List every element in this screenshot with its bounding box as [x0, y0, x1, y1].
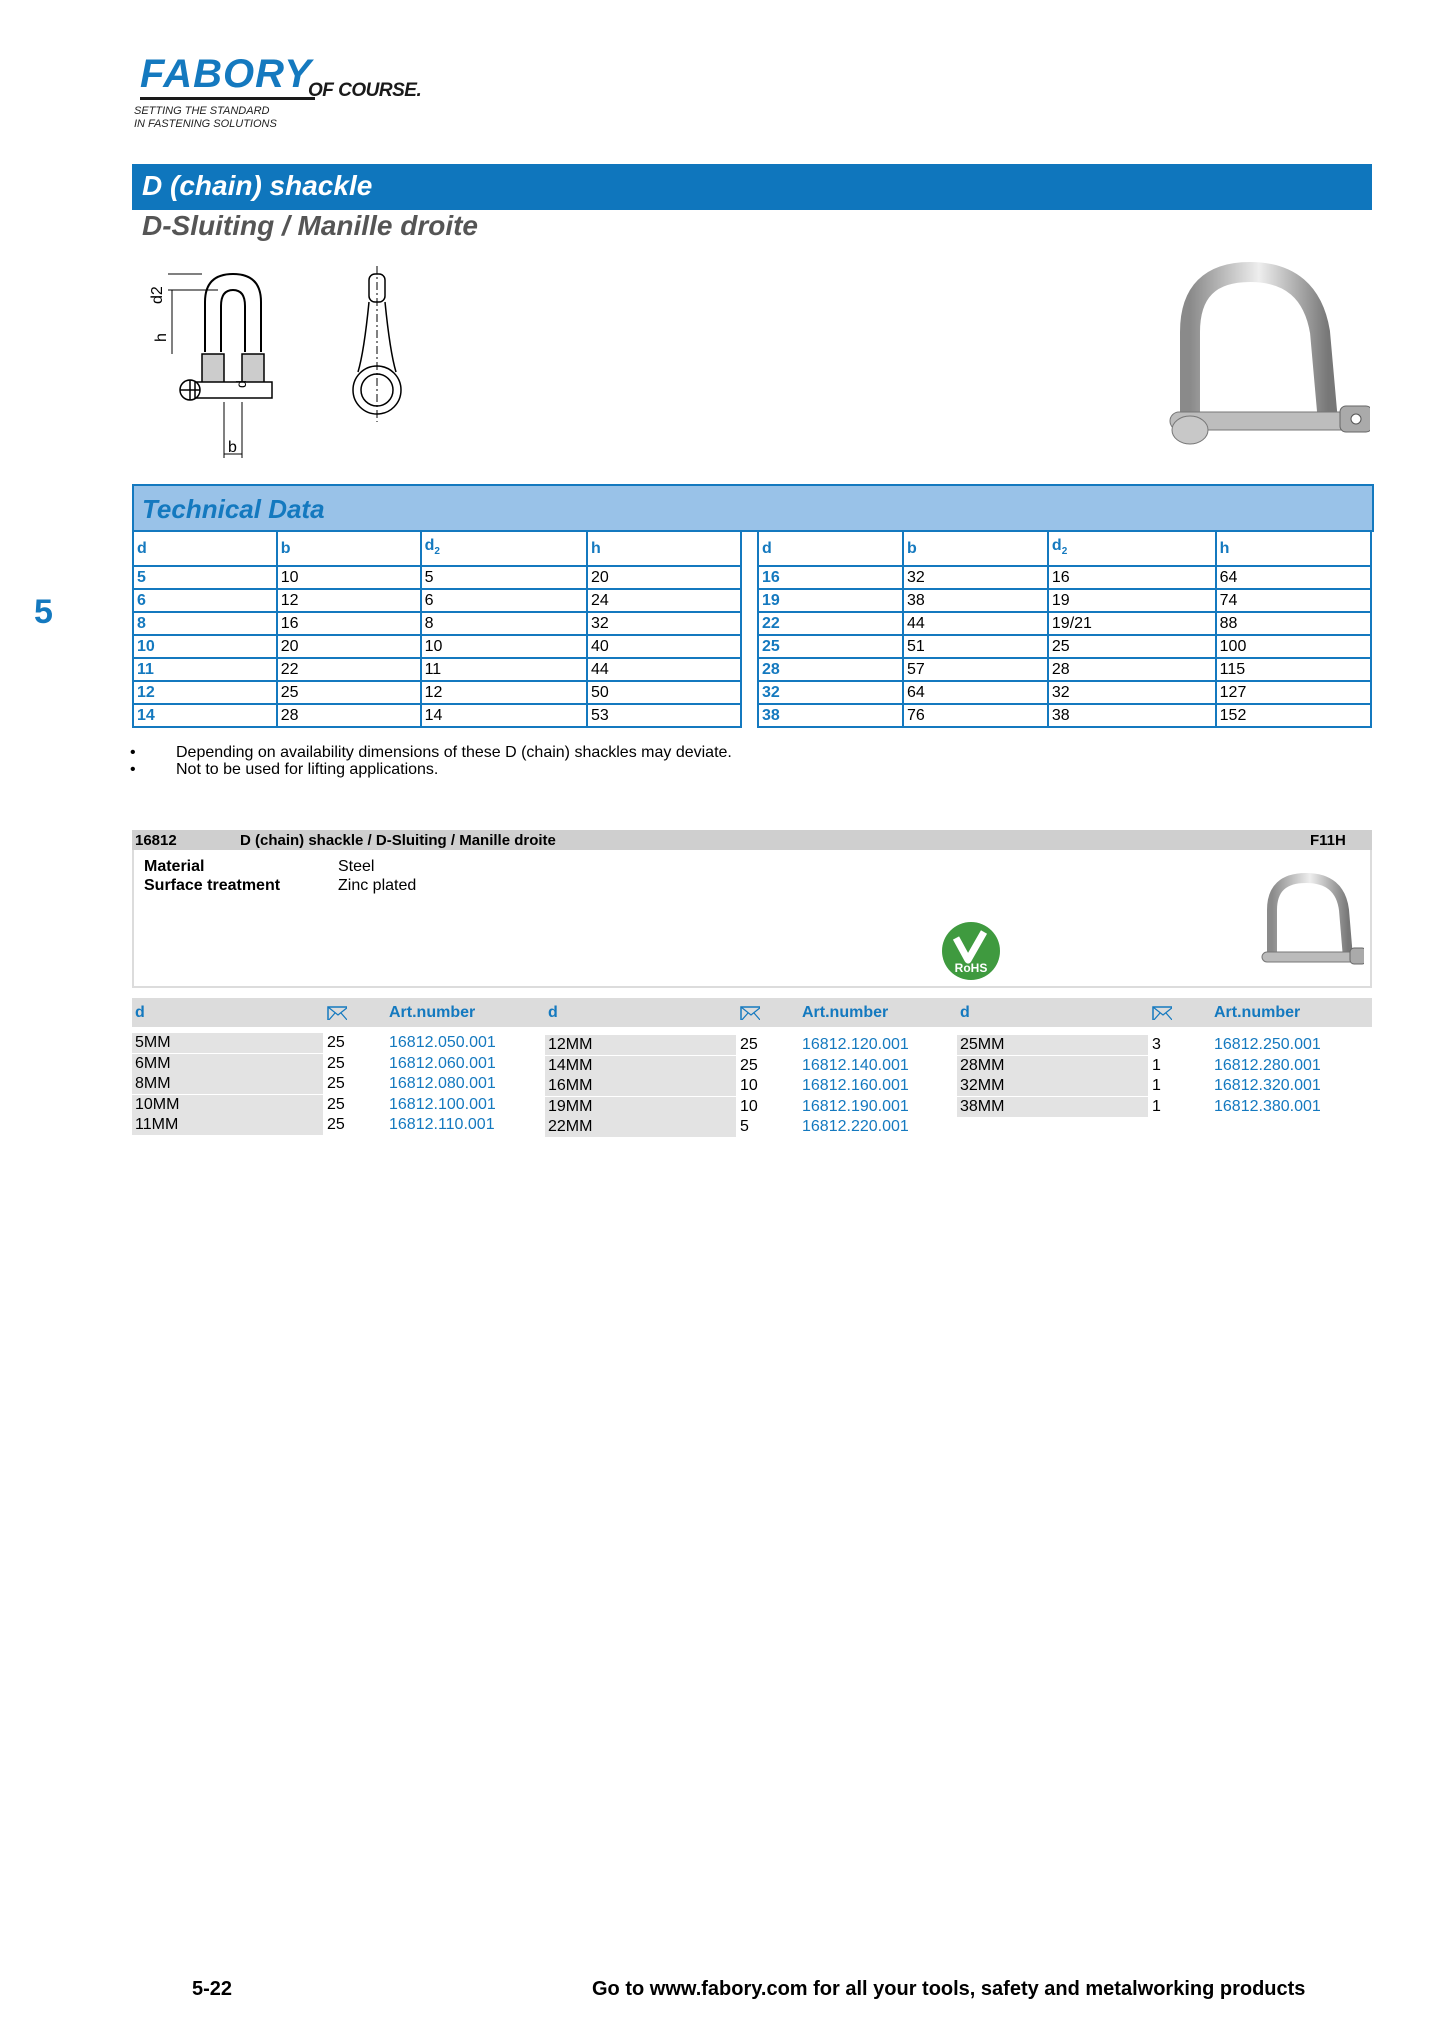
article-qty: 25: [740, 1036, 758, 1053]
envelope-icon: [327, 1006, 347, 1020]
logo-tagline-2: IN FASTENING SOLUTIONS: [134, 118, 277, 130]
tech-cell: 127: [1216, 681, 1371, 704]
tech-table-header: [133, 531, 741, 566]
article-number-link[interactable]: 16812.050.001: [389, 1034, 496, 1051]
tech-row: [133, 681, 741, 704]
product-code: 16812: [135, 832, 177, 849]
envelope-icon: [1152, 1006, 1172, 1020]
rohs-icon: [940, 920, 1002, 982]
tech-cell: 100: [1216, 635, 1371, 658]
tech-cell: 76: [903, 704, 1048, 727]
article-qty: 5: [740, 1118, 749, 1135]
tech-cell: 53: [587, 704, 741, 727]
col-h: h: [587, 531, 741, 566]
tech-cell: 32: [903, 566, 1048, 589]
product-info-box: [132, 850, 1372, 988]
tech-cell: 28: [277, 704, 421, 727]
tech-cell: 5: [421, 566, 587, 589]
notes-list: [130, 744, 732, 778]
tech-cell: 50: [587, 681, 741, 704]
col-d: d: [758, 531, 903, 566]
tech-row: [133, 635, 741, 658]
tech-cell: 40: [587, 635, 741, 658]
tech-cell: 8: [133, 612, 277, 635]
tech-cell: 28: [1048, 658, 1216, 681]
col-d-header: d: [135, 1004, 145, 1021]
tech-cell: 20: [277, 635, 421, 658]
article-size: 12MM: [545, 1035, 736, 1055]
material-value: Steel: [338, 858, 375, 875]
product-header: [132, 830, 1372, 850]
tech-cell: 6: [133, 589, 277, 612]
tech-row: [758, 612, 1371, 635]
article-size: 16MM: [545, 1076, 736, 1096]
article-qty: 10: [740, 1097, 758, 1115]
surface-label: Surface treatment: [144, 877, 281, 894]
article-qty: 3: [1152, 1036, 1161, 1053]
article-size: 22MM: [545, 1117, 736, 1137]
note-item: • Not to be used for lifting applications.: [130, 761, 439, 778]
page-subtitle: D-Sluiting / Manille droite: [142, 210, 478, 241]
tech-row: [758, 566, 1371, 589]
tech-cell: 44: [903, 612, 1048, 635]
tech-row: [133, 658, 741, 681]
tech-cell: 19: [758, 589, 903, 612]
label-d2: d2: [149, 286, 166, 304]
article-size: 10MM: [132, 1095, 323, 1115]
tech-row: [758, 658, 1371, 681]
fabory-logo: [132, 52, 432, 132]
tech-row: [133, 566, 741, 589]
envelope-icon: [740, 1006, 760, 1020]
tech-cell: 152: [1216, 704, 1371, 727]
footer-text: Go to www.fabory.com for all your tools, safety and metalworking products: [592, 1978, 1306, 2000]
article-qty: 25: [327, 1095, 345, 1113]
article-number-link[interactable]: 16812.320.001: [1214, 1077, 1321, 1094]
tech-row: [758, 704, 1371, 727]
tech-cell: 51: [903, 635, 1048, 658]
tech-cell: 38: [758, 704, 903, 727]
tech-cell: 25: [758, 635, 903, 658]
tech-cell: 44: [587, 658, 741, 681]
tech-table-left: [132, 530, 742, 728]
technical-data-heading: Technical Data: [142, 494, 325, 524]
article-qty: 25: [327, 1075, 345, 1092]
tech-cell: 19/21: [1048, 612, 1216, 635]
tech-cell: 57: [903, 658, 1048, 681]
tech-cell: 16: [758, 566, 903, 589]
article-number-link[interactable]: 16812.250.001: [1214, 1036, 1321, 1053]
col-h: h: [1216, 531, 1371, 566]
article-qty: 1: [1152, 1056, 1161, 1074]
section-number: 5: [34, 593, 53, 631]
tech-cell: 16: [277, 612, 421, 635]
tech-cell: 32: [758, 681, 903, 704]
tech-table-header: [758, 531, 1371, 566]
tech-cell: 14: [133, 704, 277, 727]
tech-cell: 25: [277, 681, 421, 704]
surface-value: Zinc plated: [338, 877, 417, 894]
tech-cell: 19: [1048, 589, 1216, 612]
col-d: d: [133, 531, 277, 566]
tech-cell: 115: [1216, 658, 1371, 681]
col-b: b: [903, 531, 1048, 566]
article-size: 11MM: [132, 1115, 323, 1135]
tech-cell: 10: [421, 635, 587, 658]
article-number-link[interactable]: 16812.080.001: [389, 1075, 496, 1092]
tech-cell: 32: [1048, 681, 1216, 704]
tech-row: [758, 681, 1371, 704]
tech-cell: 16: [1048, 566, 1216, 589]
tech-cell: 11: [421, 658, 587, 681]
title-bar: [132, 164, 1372, 210]
label-b: b: [228, 439, 237, 456]
tech-cell: 25: [1048, 635, 1216, 658]
tech-cell: 12: [133, 681, 277, 704]
rohs-label: RoHS: [954, 961, 988, 975]
article-number-link[interactable]: 16812.160.001: [802, 1077, 909, 1094]
technical-data-header: [132, 484, 1374, 532]
tech-cell: 38: [903, 589, 1048, 612]
article-table-header: [132, 998, 1372, 1027]
tech-cell: 8: [421, 612, 587, 635]
shackle-thumbnail: [1254, 870, 1364, 980]
tech-cell: 38: [1048, 704, 1216, 727]
tech-cell: 20: [587, 566, 741, 589]
technical-drawing: [140, 262, 440, 472]
tech-row: [758, 635, 1371, 658]
logo-tagline-1: SETTING THE STANDARD: [134, 105, 270, 117]
tech-cell: 88: [1216, 612, 1371, 635]
article-qty: 25: [327, 1116, 345, 1133]
tech-cell: 12: [421, 681, 587, 704]
article-size: 38MM: [957, 1097, 1148, 1117]
page-number: 5-22: [192, 1978, 233, 2000]
tech-cell: 22: [277, 658, 421, 681]
tech-row: [133, 704, 741, 727]
article-qty: 25: [327, 1034, 345, 1051]
tech-cell: 5: [133, 566, 277, 589]
label-h: h: [153, 333, 170, 342]
col-d-header: d: [548, 1004, 558, 1021]
article-qty: 10: [740, 1077, 758, 1094]
article-number-link[interactable]: 16812.120.001: [802, 1036, 909, 1053]
article-size: 8MM: [132, 1074, 323, 1094]
tech-cell: 12: [277, 589, 421, 612]
product-class-code: F11H: [1310, 832, 1346, 849]
tech-cell: 22: [758, 612, 903, 635]
article-qty: 1: [1152, 1097, 1161, 1115]
tech-cell: 74: [1216, 589, 1371, 612]
article-qty: 25: [740, 1056, 758, 1074]
tech-cell: 64: [903, 681, 1048, 704]
article-size: 32MM: [957, 1076, 1148, 1096]
tech-cell: 28: [758, 658, 903, 681]
article-number-link[interactable]: 16812.140.001: [802, 1056, 909, 1074]
article-size: 28MM: [957, 1056, 1148, 1076]
tech-row: [133, 589, 741, 612]
shackle-photo: [1150, 262, 1370, 462]
article-size: 19MM: [545, 1097, 736, 1117]
article-number-link[interactable]: 16812.060.001: [389, 1054, 496, 1072]
tech-cell: 32: [587, 612, 741, 635]
article-number-link[interactable]: 16812.220.001: [802, 1118, 909, 1135]
article-size: 25MM: [957, 1035, 1148, 1055]
col-art-header: Art.number: [1214, 1004, 1301, 1021]
col-art-header: Art.number: [389, 1004, 476, 1021]
label-d: d: [233, 380, 249, 388]
tech-row: [133, 612, 741, 635]
product-name: D (chain) shackle / D-Sluiting / Manille droite: [240, 832, 556, 849]
article-size: 14MM: [545, 1056, 736, 1076]
article-number-link[interactable]: 16812.100.001: [389, 1095, 496, 1113]
tech-cell: 11: [133, 658, 277, 681]
note-item: • Depending on availability dimensions of these D (chain) shackles may deviate.: [130, 744, 732, 761]
logo-slogan: OF COURSE.: [308, 80, 422, 101]
article-number-link[interactable]: 16812.190.001: [802, 1097, 909, 1115]
page-title: D (chain) shackle: [142, 170, 373, 201]
col-d-header: d: [960, 1004, 970, 1021]
logo-brand: FABORY: [140, 52, 312, 96]
article-size: 6MM: [132, 1054, 323, 1074]
col-b: b: [277, 531, 421, 566]
material-label: Material: [144, 858, 205, 875]
article-number-link[interactable]: 16812.380.001: [1214, 1097, 1321, 1115]
tech-cell: 10: [133, 635, 277, 658]
tech-cell: 24: [587, 589, 741, 612]
article-size: 5MM: [132, 1033, 323, 1053]
article-qty: 25: [327, 1054, 345, 1072]
article-number-link[interactable]: 16812.280.001: [1214, 1056, 1321, 1074]
col-d2: $d_2$: [421, 531, 587, 566]
article-qty: 1: [1152, 1077, 1161, 1094]
tech-cell: 6: [421, 589, 587, 612]
tech-row: [758, 589, 1371, 612]
col-art-header: Art.number: [802, 1004, 889, 1021]
tech-cell: 14: [421, 704, 587, 727]
tech-cell: 10: [277, 566, 421, 589]
tech-table-right: [757, 530, 1372, 728]
logo-underline: [140, 97, 315, 100]
col-d2: $d_2$: [1048, 531, 1216, 566]
tech-cell: 64: [1216, 566, 1371, 589]
article-number-link[interactable]: 16812.110.001: [389, 1116, 495, 1133]
